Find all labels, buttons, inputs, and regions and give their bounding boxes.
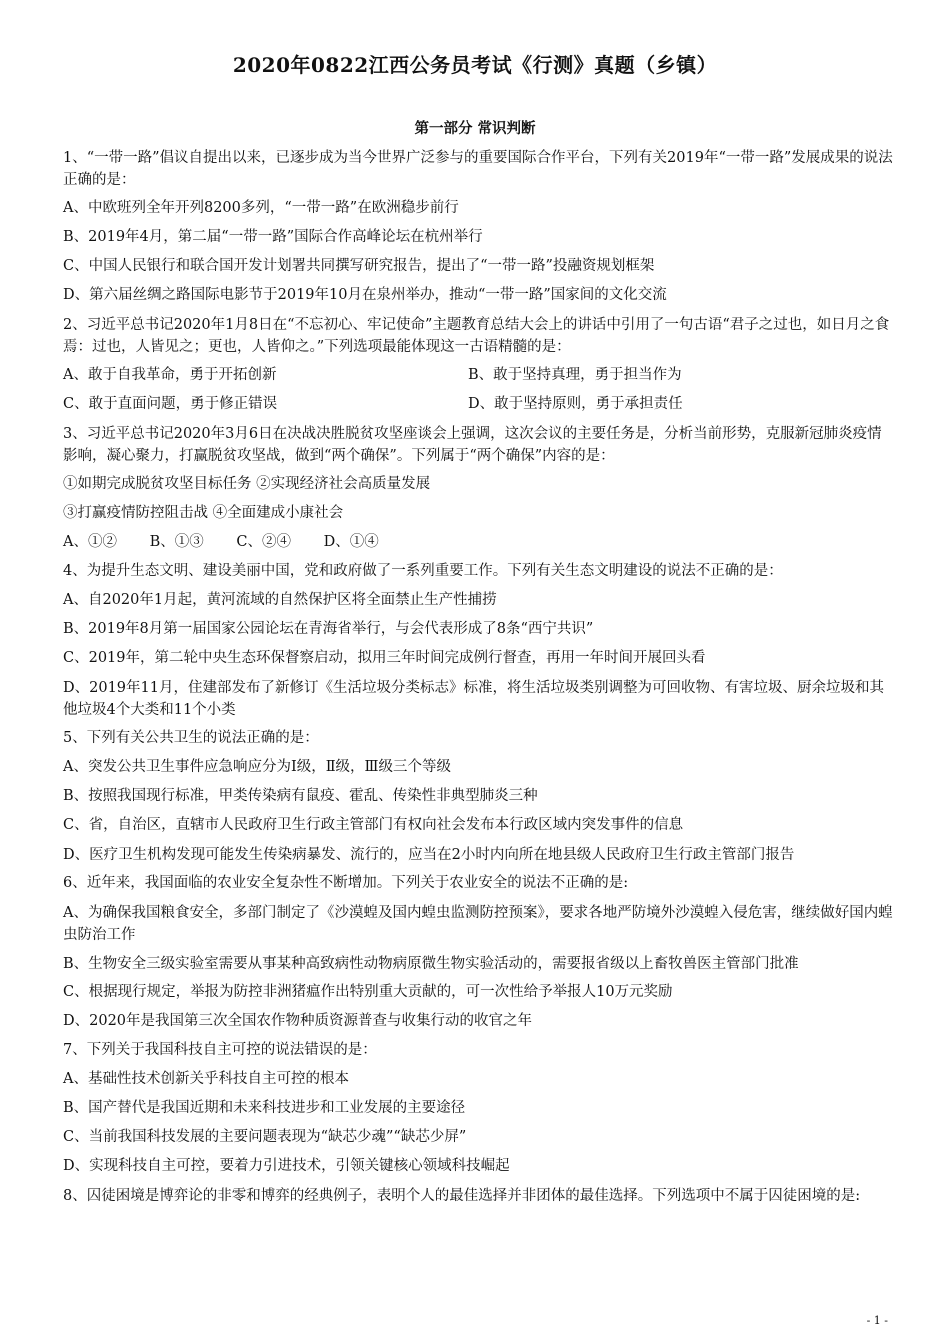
option-a: A、中欧班列全年开列8200多列，“一带一路”在欧洲稳步前行 xyxy=(63,200,459,216)
option-b: B、敢于坚持真理，勇于担当作为 xyxy=(468,367,682,383)
option-a: A、基础性技术创新关乎科技自主可控的根本 xyxy=(63,1071,349,1087)
option-c: C、当前我国科技发展的主要问题表现为“缺芯少魂”“缺芯少屏” xyxy=(63,1129,467,1145)
option-c: C、②④ xyxy=(236,534,291,550)
document-title: 2020年0822江西公务员考试《行测》真题（乡镇） xyxy=(232,53,718,77)
question-stem: 1、“一带一路”倡议自提出以来，已逐步成为当今世界广泛参与的重要国际合作平台，下列有关2019年“一带一路”发展成果的说法正确的是： xyxy=(63,150,893,188)
questions xyxy=(63,143,893,1210)
option-a: A、①② xyxy=(63,534,117,550)
option-row xyxy=(63,390,893,419)
statement-items: ①如期完成脱贫攻坚目标任务 ②实现经济社会高质量发展 xyxy=(63,476,431,492)
question-stem: 6、近年来，我国面临的农业安全复杂性不断增加。下列关于农业安全的说法不正确的是: xyxy=(63,875,629,891)
question-stem: 7、下列关于我国科技自主可控的说法错误的是： xyxy=(63,1042,377,1058)
option-a: A、为确保我国粮食安全，多部门制定了《沙漠蝗及国内蝗虫监测防控预案》，要求各地严防境外沙漠蝗入侵危害，继续做好国内蝗虫防治工作 xyxy=(63,905,893,943)
question-stem: 8、囚徒困境是博弈论的非零和博弈的经典例子，表明个人的最佳选择并非团体的最佳选择。下列选项中不属于囚徒困境的是: xyxy=(63,1188,861,1204)
option-d: D、2019年11月，住建部发布了新修订《生活垃圾分类标志》标准，将生活垃圾类别调整为可回收物、有害垃圾、厨余垃圾和其他垃圾4个大类和11个小类 xyxy=(63,680,884,718)
option-d: D、医疗卫生机构发现可能发生传染病暴发、流行的，应当在2小时内向所在地县级人民政府卫生行政主管部门报告 xyxy=(63,847,795,863)
option-c: C、2019年，第二轮中央生态环保督察启动，拟用三年时间完成例行督查，再用一年时间开展回头看 xyxy=(63,650,706,666)
question-6 xyxy=(63,869,893,1036)
question-8 xyxy=(63,1181,893,1210)
option-c: C、根据现行规定，举报为防控非洲猪瘟作出特别重大贡献的，可一次性给予举报人10万元奖励 xyxy=(63,984,673,1000)
question-stem: 4、为提升生态文明、建设美丽中国，党和政府做了一系列重要工作。下列有关生态文明建设的说法不正确的是： xyxy=(63,563,783,579)
option-b: B、按照我国现行标准，甲类传染病有鼠疫、霍乱、传染性非典型肺炎三种 xyxy=(63,788,538,804)
option-a: A、自2020年1月起，黄河流域的自然保护区将全面禁止生产性捕捞 xyxy=(63,592,497,608)
question-4 xyxy=(63,557,893,724)
option-row xyxy=(63,528,893,557)
option-c: C、省，自治区，直辖市人民政府卫生行政主管部门有权向社会发布本行政区域内突发事件的信息 xyxy=(63,817,684,833)
option-a: A、敢于自我革命，勇于开拓创新 xyxy=(63,367,277,383)
question-7 xyxy=(63,1036,893,1181)
option-row xyxy=(63,361,893,390)
question-stem: 5、下列有关公共卫生的说法正确的是： xyxy=(63,730,319,746)
question-stem: 2、习近平总书记2020年1月8日在“不忘初心、牢记使命”主题教育总结大会上的讲话中引用了一句古语“君子之过也，如日月之食焉：过也，人皆见之；更也，人皆仰之。”下列选项最能体现这一古语精髓的是： xyxy=(63,317,890,355)
option-d: D、实现科技自主可控，要着力引进技术，引领关键核心领域科技崛起 xyxy=(63,1158,510,1174)
question-3 xyxy=(63,419,893,557)
question-stem: 3、习近平总书记2020年3月6日在决战决胜脱贫攻坚座谈会上强调，这次会议的主要任务是，分析当前形势，克服新冠肺炎疫情影响，凝心聚力，打赢脱贫攻坚战，做到“两个确保”。下列属于“两个确保”内容的是： xyxy=(63,426,882,464)
option-d: D、①④ xyxy=(323,534,379,550)
option-c: C、中国人民银行和联合国开发计划署共同撰写研究报告，提出了“一带一路”投融资规划框架 xyxy=(63,258,655,274)
option-d: D、第六届丝绸之路国际电影节于2019年10月在泉州举办，推动“一带一路”国家间的文化交流 xyxy=(63,287,667,303)
page-number: - 1 - xyxy=(866,1314,888,1327)
question-5 xyxy=(63,724,893,869)
question-2 xyxy=(63,310,893,419)
statement-items: ③打赢疫情防控阻击战 ④全面建成小康社会 xyxy=(63,505,344,521)
question-1 xyxy=(63,143,893,310)
option-b: B、2019年8月第一届国家公园论坛在青海省举行，与会代表形成了8条“西宁共识” xyxy=(63,621,594,637)
option-c: C、敢于直面问题，勇于修正错误 xyxy=(63,396,278,412)
option-d: D、2020年是我国第三次全国农作物种质资源普查与收集行动的收官之年 xyxy=(63,1013,533,1029)
option-b: B、国产替代是我国近期和未来科技进步和工业发展的主要途径 xyxy=(63,1100,466,1116)
option-a: A、突发公共卫生事件应急响应分为Ⅰ级，Ⅱ级，Ⅲ级三个等级 xyxy=(63,759,452,775)
option-b: B、生物安全三级实验室需要从事某种高致病性动物病原微生物实验活动的，需要报省级以上畜牧兽医主管部门批准 xyxy=(63,956,799,972)
section-heading: 第一部分 常识判断 xyxy=(414,120,536,137)
option-d: D、敢于坚持原则，勇于承担责任 xyxy=(468,396,683,412)
option-b: B、2019年4月，第二届“一带一路”国际合作高峰论坛在杭州举行 xyxy=(63,229,483,245)
option-b: B、①③ xyxy=(149,534,204,550)
